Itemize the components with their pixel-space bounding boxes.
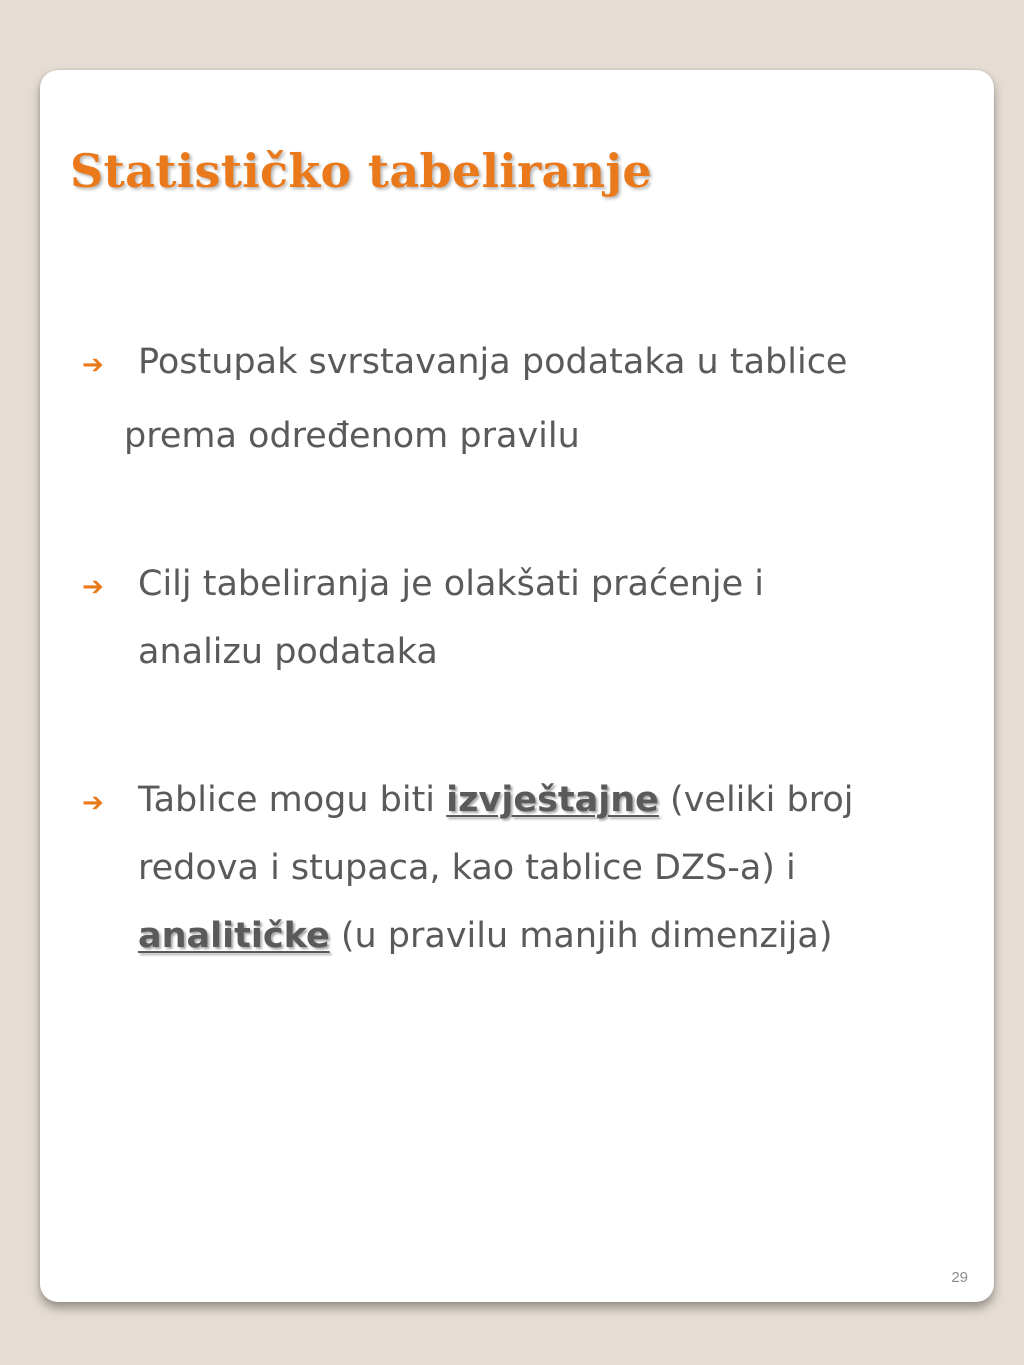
keyword-izvjestajne: izvještajne (446, 780, 659, 820)
bullet-text: Tablice mogu biti (138, 780, 447, 820)
bullet-text: (veliki broj (658, 780, 854, 820)
bullet-text-line (138, 916, 832, 956)
slide-title: Statističko tabeliranje (70, 144, 652, 198)
bullet-text-line: redova i stupaca, kao tablice DZS-a) i (138, 848, 796, 888)
bullet-text-line: Postupak svrstavanja podataka u tablice (138, 342, 848, 382)
arrow-right-icon: ➔ (82, 788, 104, 818)
keyword-analiticke: analitičke (138, 916, 330, 956)
page-number: 29 (951, 1269, 968, 1286)
bullet-text-line: prema određenom pravilu (124, 416, 580, 456)
bullet-text-line: analizu podataka (138, 632, 438, 672)
bullet-text: (u pravilu manjih dimenzija) (329, 916, 833, 956)
arrow-right-icon: ➔ (82, 572, 104, 602)
bullet-text-line: Cilj tabeliranja je olakšati praćenje i (138, 564, 765, 604)
slide (40, 70, 994, 1302)
bullet-text-line (138, 780, 854, 820)
arrow-right-icon: ➔ (82, 350, 104, 380)
